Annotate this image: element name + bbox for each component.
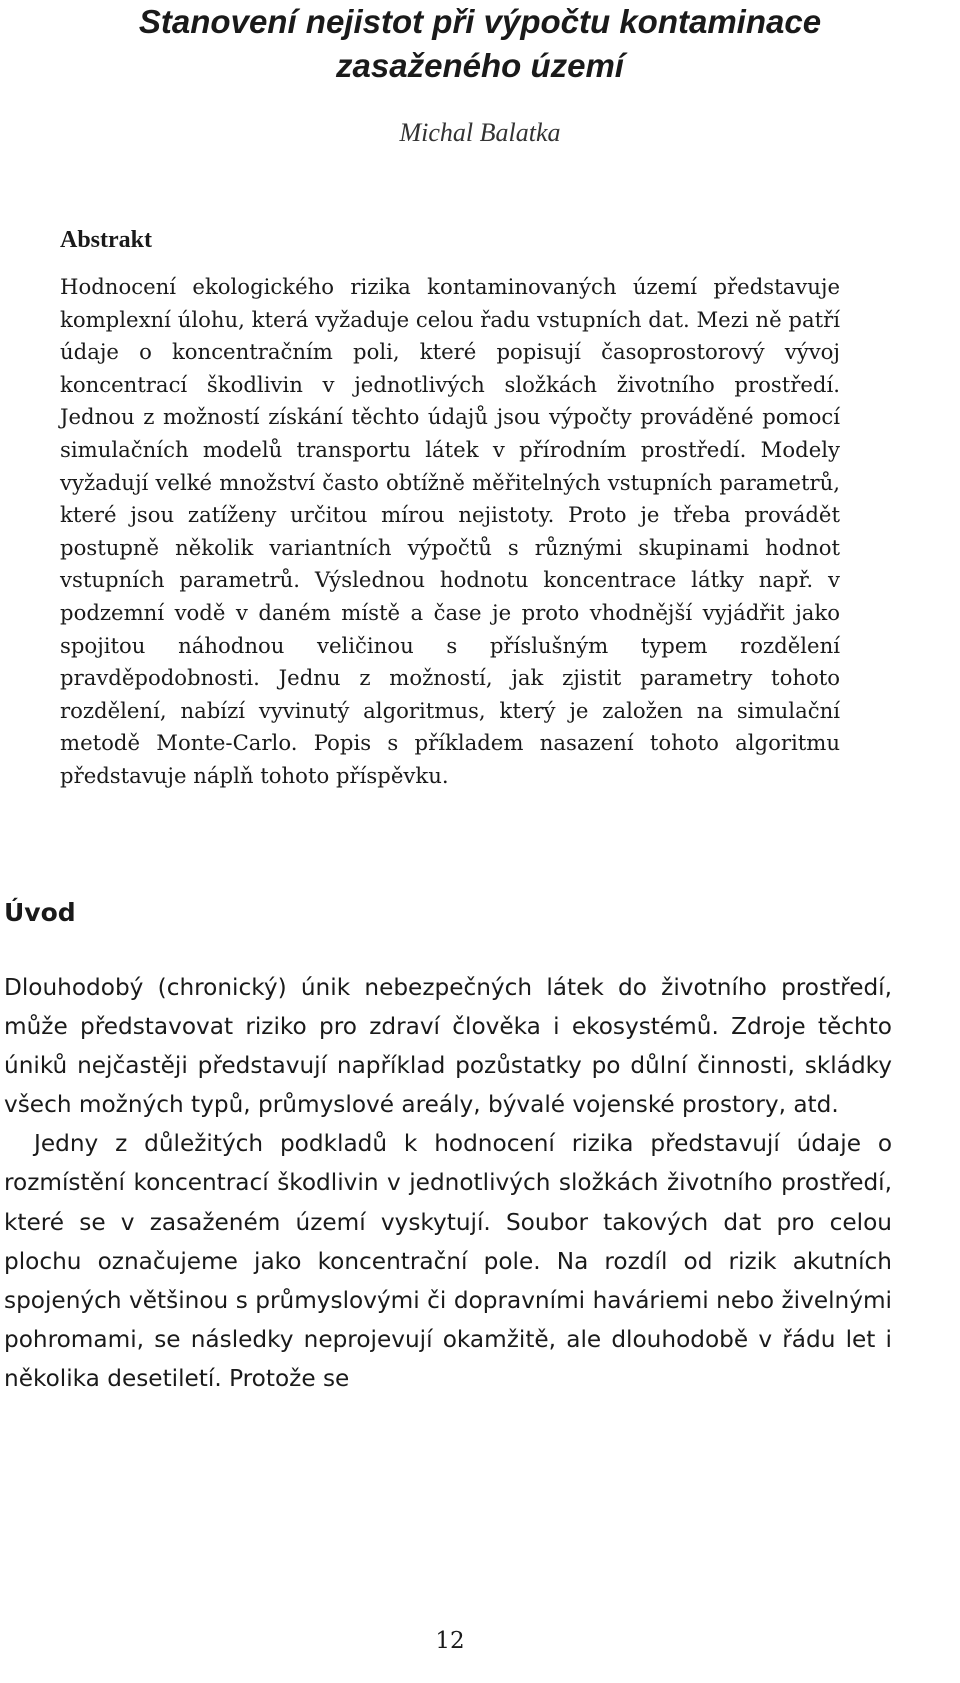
paper-title-line1: Stanovení nejistot při výpočtu kontaminace [138, 3, 822, 40]
author-name: Michal Balatka [399, 118, 561, 147]
paper-title-line2: zasaženého území [336, 47, 624, 84]
paper-title [60, 0, 900, 88]
section-heading-intro: Úvod [4, 898, 76, 927]
intro-section-body [4, 968, 892, 1398]
page-number: 12 [435, 1628, 465, 1654]
intro-paragraph: Dlouhodobý (chronický) únik nebezpečných látek do životního prostředí, může představovat riziko pro zdraví člověka i ekosystémů. Zdroje těchto úniků nejčastěji představují například pozůstatky po důlní činnosti, skládky všech možných typů, průmyslové areály, bývalé vojenské prostory, atd. [4, 974, 892, 1119]
abstract-heading: Abstrakt [60, 227, 153, 253]
abstract-text: Hodnocení ekologického rizika kontaminovaných území představuje komplexní úlohu, která vyžaduje celou řadu vstupních dat. Mezi ně patří údaje o koncentračním poli, které popisují časoprostorový vývoj koncentrací škodlivin v jednotlivých složkách životního prostředí. Jednou z možností získání těchto údajů jsou výpočty prováděné pomocí simulačních modelů transportu látek v přírodním prostředí. Modely vyžadují velké množství často obtížně měřitelných vstupních parametrů, které jsou zatíženy určitou mírou nejistoty. Proto je třeba provádět postupně několik variantních výpočtů s různými skupinami hodnot vstupních parametrů. Výslednou hodnotu koncentrace látky např. v podzemní vodě v daném místě a čase je proto vhodnější vyjádřit jako spojitou náhodnou veličinou s příslušným typem rozdělení pravděpodobnosti. Jednu z možností, jak zjistit parametry tohoto rozdělení, nabízí vyvinutý algoritmus, který je založen na simulační metodě Monte-Carlo. Popis s příkladem nasazení tohoto algoritmu představuje náplň tohoto příspěvku. [60, 274, 840, 788]
intro-paragraph: Jedny z důležitých podkladů k hodnocení rizika představují údaje o rozmístění koncentrací škodlivin v jednotlivých složkách životního prostředí, které se v zasaženém území vyskytují. Soubor takových dat pro celou plochu označujeme jako koncentrační pole. Na rozdíl od rizik akutních spojených většinou s průmyslovými či dopravními haváriemi nebo živelnými pohromami, se následky neprojevují okamžitě, ale dlouhodobě v řádu let i několika desetiletí. Protože se [4, 1130, 892, 1392]
